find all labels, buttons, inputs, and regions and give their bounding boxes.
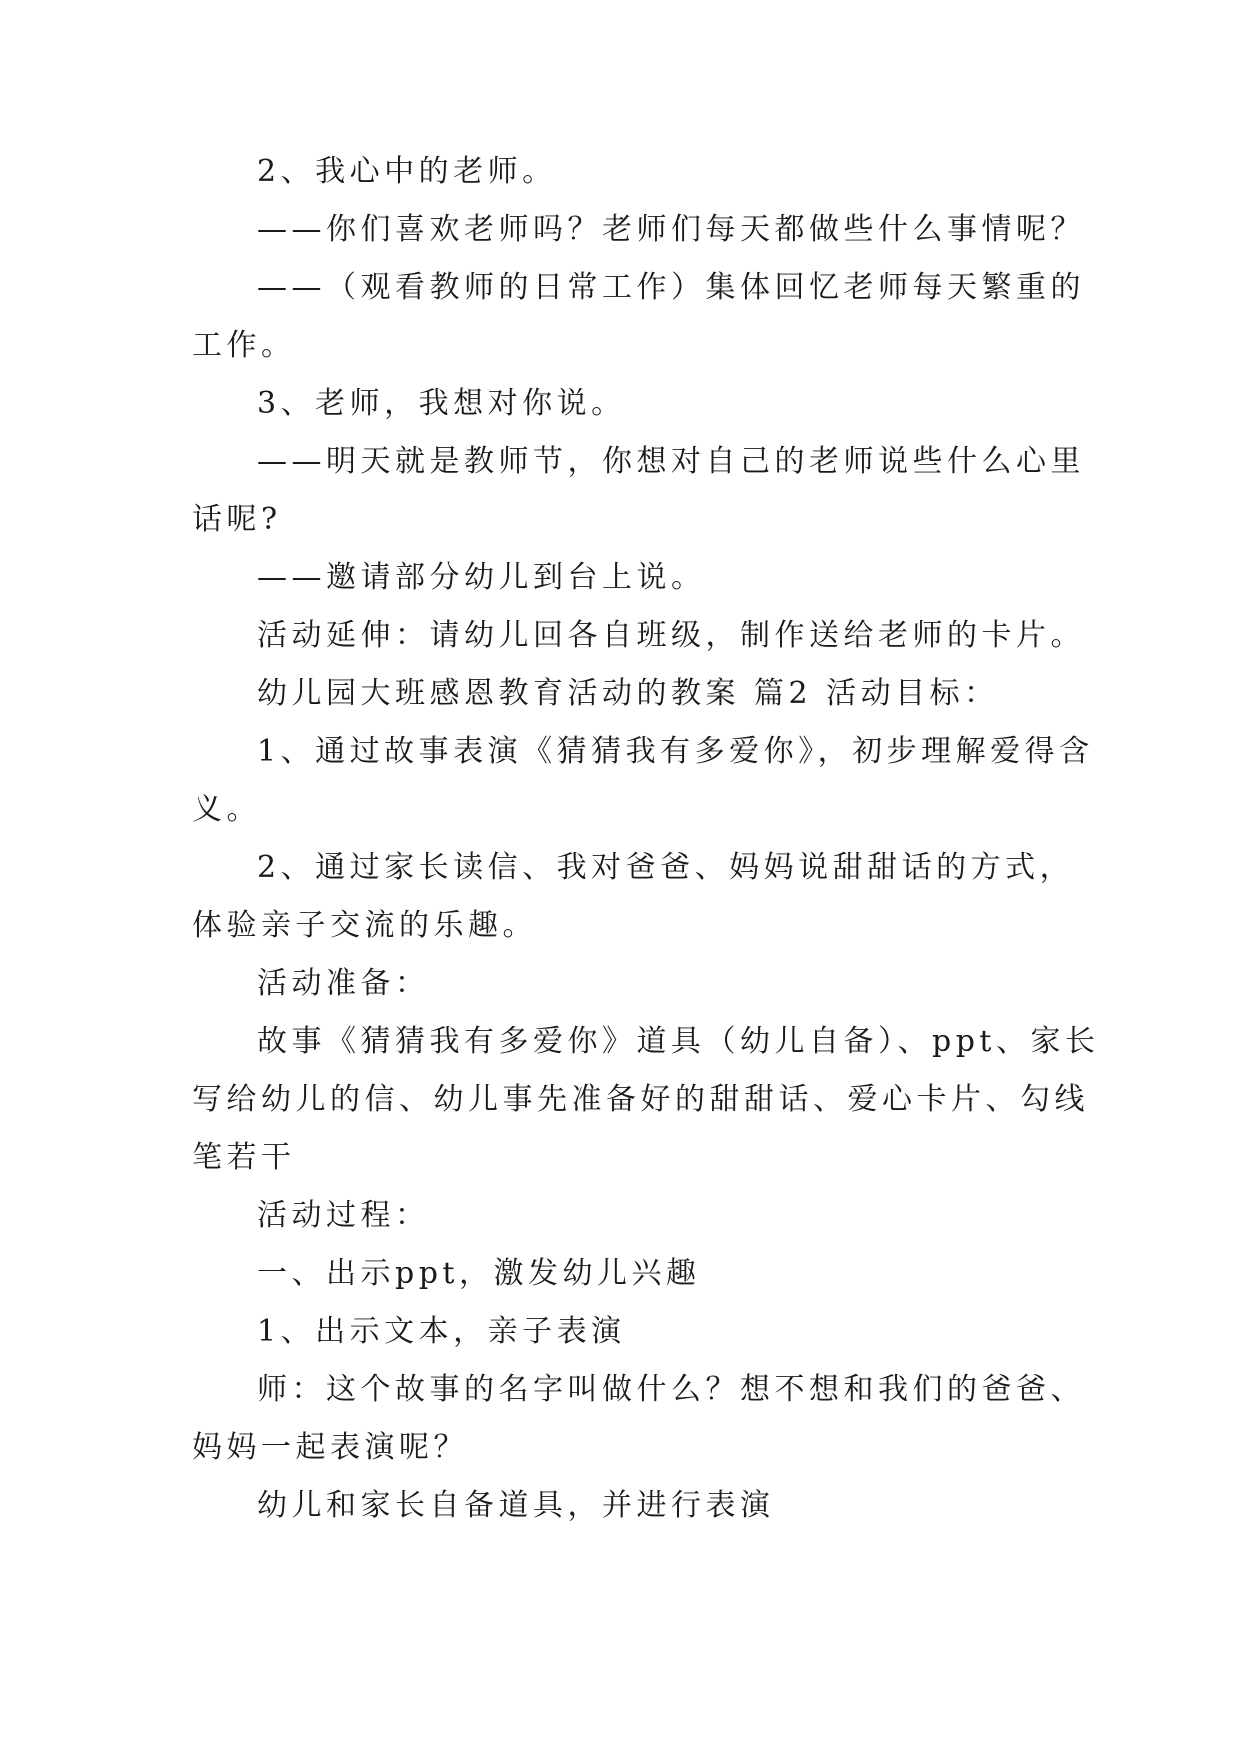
paragraph-line: ——（观看教师的日常工作）集体回忆老师每天繁重的 <box>257 270 1085 305</box>
paragraph-line: 故事《猜猜我有多爱你》道具（幼儿自备）、ppt、家长 <box>257 1024 1100 1059</box>
paragraph-line: 一、出示ppt，激发幼儿兴趣 <box>257 1256 701 1291</box>
paragraph-line: 妈妈一起表演呢？ <box>192 1430 468 1465</box>
section-heading-line: 幼儿园大班感恩教育活动的教案 篇2 活动目标： <box>257 676 999 711</box>
paragraph-line: 活动过程： <box>257 1198 430 1233</box>
paragraph-line: 笔若干 <box>192 1140 296 1175</box>
paragraph-line: 师：这个故事的名字叫做什么？想不想和我们的爸爸、 <box>257 1372 1085 1407</box>
paragraph-line: 活动延伸：请幼儿回各自班级，制作送给老师的卡片。 <box>257 618 1085 653</box>
paragraph-line: 体验亲子交流的乐趣。 <box>192 908 537 943</box>
paragraph-line: 2、我心中的老师。 <box>257 154 557 189</box>
paragraph-line: 义。 <box>192 792 261 827</box>
paragraph-line: 写给幼儿的信、幼儿事先准备好的甜甜话、爱心卡片、勾线 <box>192 1082 1089 1117</box>
paragraph-line: ——明天就是教师节，你想对自己的老师说些什么心里 <box>257 444 1085 479</box>
paragraph-line: 活动准备： <box>257 966 430 1001</box>
paragraph-line: 3、老师，我想对你说。 <box>257 386 626 421</box>
paragraph-line: 1、通过故事表演《猜猜我有多爱你》，初步理解爱得含 <box>257 734 1094 769</box>
paragraph-line: ——你们喜欢老师吗？老师们每天都做些什么事情呢？ <box>257 212 1085 247</box>
paragraph-line: 工作。 <box>192 328 296 363</box>
paragraph-line: 1、出示文本，亲子表演 <box>257 1314 626 1349</box>
paragraph-line: ——邀请部分幼儿到台上说。 <box>257 560 706 595</box>
paragraph-line: 幼儿和家长自备道具，并进行表演 <box>257 1488 775 1523</box>
paragraph-line: 2、通过家长读信、我对爸爸、妈妈说甜甜话的方式， <box>257 850 1075 885</box>
paragraph-line: 话呢? <box>192 502 282 537</box>
